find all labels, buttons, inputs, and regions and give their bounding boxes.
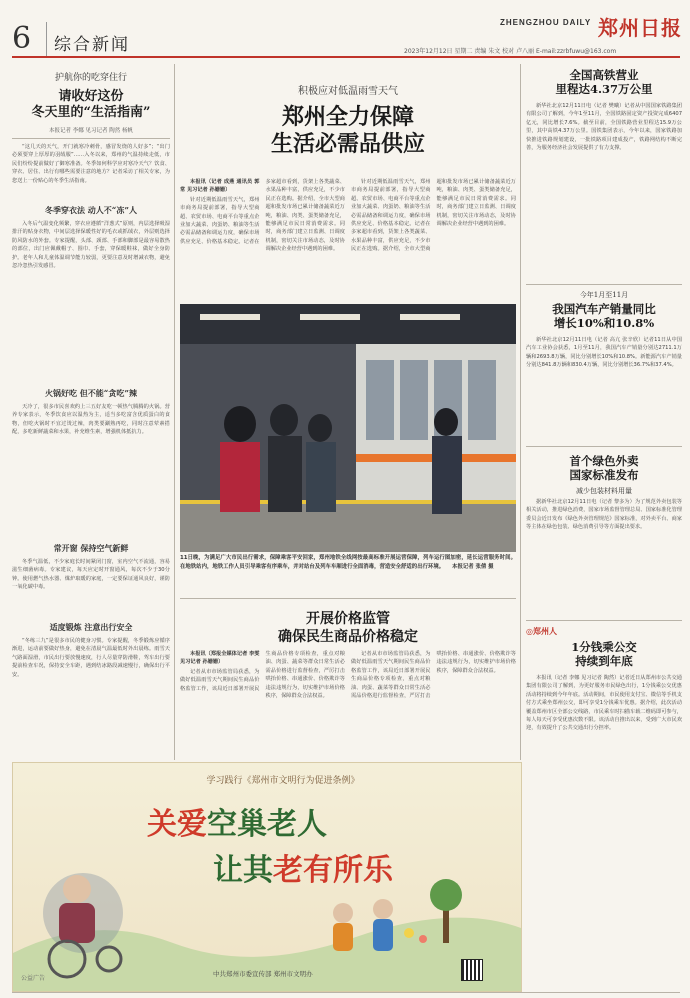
left-section-text	[12, 637, 170, 755]
subway-photo-illustration	[180, 304, 516, 552]
right-text-4	[526, 674, 682, 990]
left-section-text	[12, 220, 170, 380]
right-body-2: 新华社北京12月11日电（记者 高亢 张辛欣）记者11日从中国汽车工业协会获悉，1月至11月，我国汽车产销量分别达2711.1万辆和2693.8万辆，同比分别增长10%和10.8%。新能源汽车产销量分别达841.8万辆和830.4万辆，同比分别增长36.7%和37.4%。	[526, 337, 682, 369]
left-section-text	[12, 403, 170, 535]
subway-photo	[180, 304, 516, 552]
left-headline: 请收好这份 冬天里的“生活指南”	[31, 89, 151, 120]
right-divider	[526, 620, 682, 621]
page-number-box	[10, 22, 47, 56]
right-body-3: 据新华社北京12月11日电（记者 黎多为）为了规范外卖包装等相关活动，推进绿色消费，国家市场监督管理总局、国家标准化管理委员会近日发布《绿色外卖管理规范》国家标准，对外卖平台、商家等主体在绿色包装、绿色消费引导等方面提出要求。	[526, 499, 682, 531]
banner-line-1a: 关爱	[147, 807, 207, 842]
center-text-repeat: 针对近期低温雨雪天气，郑州市商务局提前部署，指导大型商超、农贸市场、电商平台等重点企业加大蔬菜、肉蛋奶、粮油等生活必需品储备和调运力度，确保市场供应充足、价格基本稳定。记者在多家超市看到，货架上各类蔬菜、水果品种丰富，供应充足，不少市民正在选购。据介绍，全市大型商超和批发市场已累计储备蔬菜近万吨，粮油、肉类、蛋类储备充足，能够满足市民日常消费需求。同时，商务部门建立日监测、日调度机制，密切关注市场动态，及时协调解决企业经营中遇到的困难。	[351, 179, 516, 253]
right-text-3	[526, 498, 682, 616]
bottom-rule	[12, 992, 680, 993]
column-divider	[174, 64, 175, 760]
banner-org: 中共郑州市委宣传部 郑州市文明办	[213, 970, 313, 978]
photo-caption-box	[180, 554, 516, 596]
center-byline: 本报讯（记者 成燕 通讯员 郭常 见习记者 孙姗姗）	[180, 179, 260, 194]
right-headline-2: 我国汽车产销量同比 增长10%和10.8%	[552, 302, 656, 330]
right-headline-1: 全国高铁营业 里程达4.37万公里	[555, 68, 653, 96]
left-section-title: 常开窗 保持空气新鲜	[53, 543, 129, 553]
column-divider	[520, 64, 521, 760]
photo-caption-text: 11日晚，为满足广大市民出行需求，保障乘客平安回家，郑州地铁全线网按最高标准开展运营保障，列车运行图加密，延长运营服务时间。在地铁站内，地铁工作人员引导乘客有序乘车，并对站台及列车车厢进行全面消毒，营造安全舒适的出行环境。	[180, 555, 516, 570]
left-section-body: “冬练三九”是很多市民的健身习惯。专家提醒，冬季锻炼应循序渐进，运动前要做好热身，避免在清晨气温最低时外出晨练。雨雪天气路面湿滑，市民出行要放慢速度，行人尽量穿防滑鞋，驾车出行要提前检查车况，保持安全车距，遇到结冰路段减速慢行，确保出行平安。	[12, 638, 170, 678]
center-divider	[180, 598, 516, 599]
left-lead-text: “这几天的天气，开门就寒冷刺骨，感冒发烧的人好多”；“出门必须要穿上厚厚的羽绒服”……入冬以来，郑州的气温持续走低，市民们纷纷提前做好了御寒准备。冬季如何科学应对寒冷天气？饮食、穿衣、居住、出行有哪些需要注意的地方？记者采访了相关专家，为您送上一份贴心的冬季生活指南。	[12, 144, 170, 184]
left-section-text	[12, 558, 170, 614]
left-section-title: 冬季穿衣法 动人不“冻”人	[45, 205, 137, 215]
right-body-4: 本报讯（记者 李娜 见习记者 陶然）记者近日从郑州市公共交通集团有限公司了解到，为更好服务市民绿色出行，1分钱乘公交优惠活动将持续到今年年底。活动期间，市民使用支付宝、微信等手机支付方式乘坐郑州公交，即可享受1分钱乘车优惠。据介绍，此次活动覆盖郑州市区全部公交线路，市民乘车时扫描车载二维码即可参与，每人每天可享受优惠次数不限。该活动自推出以来，受到广大市民欢迎，有效提升了公共交通出行分担率。	[526, 675, 682, 732]
left-section-title: 火锅好吃 但不能“贪吃”辣	[45, 388, 137, 398]
left-article	[12, 66, 170, 758]
banner-illustration	[13, 763, 521, 991]
center-body	[180, 178, 516, 298]
center-headline-2: 开展价格监管 确保民生商品价格稳定	[278, 611, 418, 645]
right-headline-3: 首个绿色外卖 国家标准发布	[569, 454, 639, 482]
left-byline: 本报记者 李娜 见习记者 陶然 杨帆	[49, 128, 133, 134]
left-section-body: 冬季气温低，不少家庭长时间紧闭门窗，室内空气不流通，容易滋生细菌病毒。专家建议，每天应定时开窗通风，每次不少于30分钟。使用燃气热水器、煤炉取暖的家庭，一定要保证通风良好，谨防一氧化碳中毒。	[12, 559, 170, 591]
left-section-title: 适度锻炼 注意出行安全	[49, 622, 133, 632]
left-lead	[12, 143, 170, 197]
right-divider	[526, 446, 682, 447]
photo-credit: 本报记者 张倩 摄	[452, 563, 494, 570]
page-number: 6	[12, 21, 32, 56]
masthead-english: ZHENGZHOU DAILY	[500, 18, 592, 27]
banner-line-2a: 让其	[213, 853, 273, 888]
left-section-body: 天冷了，很多市民喜欢约上三五好友吃一顿热气腾腾的火锅。营养专家表示，冬季饮食应以温热为主，适当多吃富含优质蛋白的食物，但吃火锅时不宜过烫过辣，肉类要涮熟再吃，同时注意荤素搭配，多吃新鲜蔬菜和水果，补充维生素，增强机体抵抗力。	[12, 404, 170, 436]
right-kicker-3: 减少包装材料用量	[576, 487, 632, 495]
right-text-2	[526, 336, 682, 442]
right-headline-4: 1分钱乘公交 持续到年底	[571, 640, 637, 668]
right-kicker-2: 今年1月至11月	[579, 291, 629, 299]
right-text-1	[526, 102, 682, 280]
photo-caption	[180, 554, 516, 588]
center-kicker: 积极应对低温雨雪天气	[298, 86, 398, 97]
section-title: 综合新闻	[54, 35, 130, 55]
banner-topline: 学习践行《郑州市文明行为促进条例》	[206, 776, 360, 786]
banner-ad-tag: 公益广告	[21, 975, 46, 982]
center-headline: 郑州全力保障 生活必需品供应	[270, 104, 425, 157]
banner-qr-icon	[461, 959, 483, 981]
center-text-2: 记者从市市场监管局获悉，为做好低温雨雪天气期间民生商品价格监管工作，该局近日部署开展民生商品价格专项检查，重点对粮油、肉蛋、蔬菜等群众日常生活必需品价格进行监督检查，严厉打击哄抬价格、串通涨价、价格欺诈等违法违规行为，切实维护市场价格秩序，保障群众合法权益。	[180, 651, 345, 700]
center-byline-2: 本报讯（郑报全媒体记者 李雯 见习记者 孙姗姗）	[180, 651, 260, 666]
right-divider	[526, 284, 682, 285]
right-body-1: 新华社北京12月11日电（记者 樊曦）记者从中国国家铁路集团有限公司了解到，今年1至11月，全国铁路固定资产投资完成6407亿元，同比增长7.6%。截至目前，全国铁路营业里程达15.9万公里，其中高铁4.37万公里。国铁集团表示，今年以来，国家铁路加快推进铁路规划建设，一批铁路项目建成投产，铁路网结构不断完善，为服务经济社会发展提供了有力支撑。	[526, 103, 682, 152]
right-location-tag: ◎郑州人	[526, 626, 557, 636]
public-service-banner	[12, 762, 522, 992]
center-text: 针对近期低温雨雪天气，郑州市商务局提前部署，指导大型商超、农贸市场、电商平台等重点企业加大蔬菜、肉蛋奶、粮油等生活必需品储备和调运力度，确保市场供应充足、价格基本稳定。记者在多家超市看到，货架上各类蔬菜、水果品种丰富，供应充足，不少市民正在选购。据介绍，全市大型商超和批发市场已累计储备蔬菜近万吨，粮油、肉类、蛋类储备充足，能够满足市民日常消费需求。同时，商务部门建立日监测、日调度机制，密切关注市场动态，及时协调解决企业经营中遇到的困难。	[180, 179, 345, 253]
dateline: 2023年12月12日 星期二 责编 朱文 校对 卢八丽 E-mail:zzrbfuwu@163.com	[404, 48, 617, 55]
left-divider	[12, 138, 170, 139]
masthead-logo: 郑州日报	[598, 16, 682, 40]
banner-line-1b: 空巢老人	[207, 807, 327, 842]
header-rule	[12, 56, 680, 58]
center-body-2	[180, 650, 516, 756]
center-text-2-repeat: 记者从市市场监管局获悉，为做好低温雨雪天气期间民生商品价格监管工作，该局近日部署开展民生商品价格专项检查，重点对粮油、肉蛋、蔬菜等群众日常生活必需品价格进行监督检查，严厉打击哄抬价格、串通涨价、价格欺诈等违法违规行为，切实维护市场价格秩序，保障群众合法权益。	[351, 651, 516, 700]
left-kicker: 护航你的吃穿住行	[54, 73, 127, 83]
left-section-body: 入冬后气温变化频繁，穿衣应遵循“洋葱式”原则，内层选择吸湿排汗的贴身衣物，中间层选择保暖性好的毛衣或抓绒衣，外层则选择防风防水的外套。专家提醒，头部、颈部、手部和脚部是最容易散热的部位，出门应佩戴帽子、围巾、手套，穿保暖鞋袜，做好全身防护。老年人和儿童体温调节能力较弱，更要注意及时增减衣物，避免忽冷忽热引发感冒。	[12, 221, 170, 270]
banner-line-2b: 老有所乐	[273, 853, 393, 888]
